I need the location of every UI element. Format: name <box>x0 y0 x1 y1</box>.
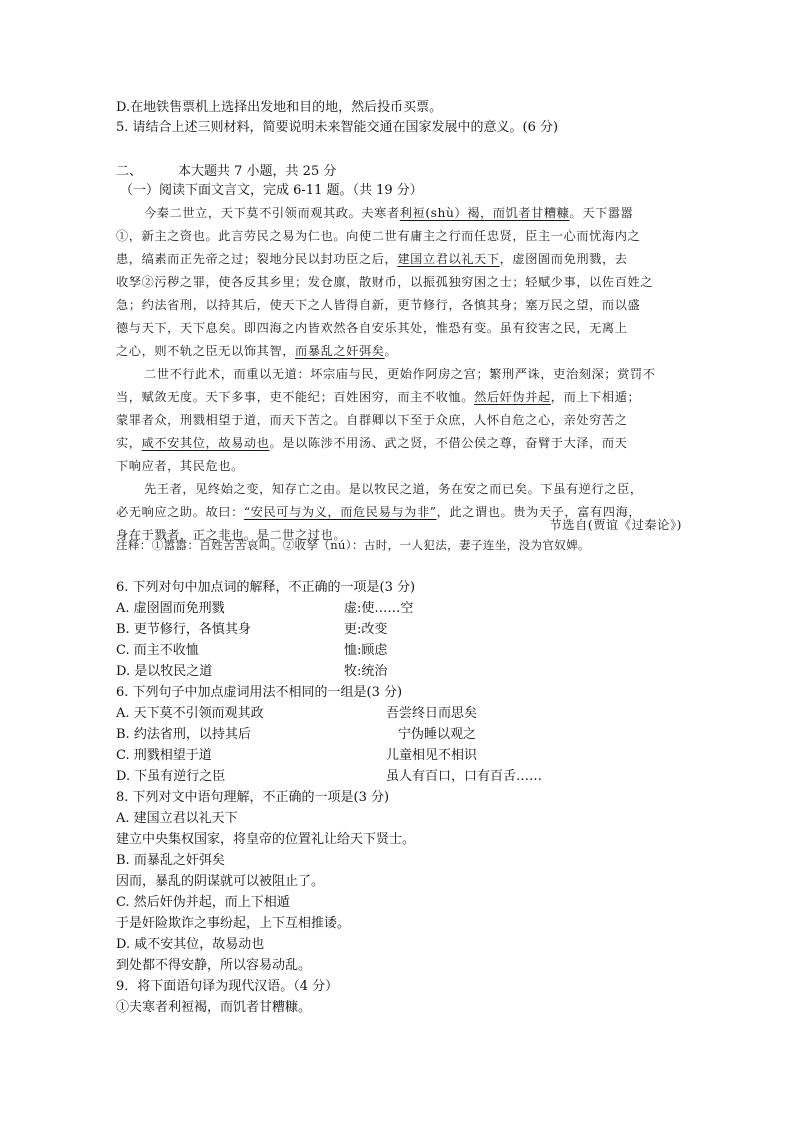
q7-option-c-compare: 儿童相见不相识 <box>386 748 478 763</box>
q6-option-c: C. 而主不收恤 <box>116 643 199 658</box>
passage-p1-line-5: 急；约法省刑，以持其后，使天下之人皆得自新，更节修行，各慎其身；塞万民之望，而以盛 <box>116 298 641 312</box>
passage-p1-line-7: 之心，则不轨之臣无以饰其智，而暴乱之奸弭矣。 <box>116 344 398 358</box>
section-number: 二、 <box>116 164 143 179</box>
passage-p3-line-2: 必无响应之助。故曰：“安民可与为义，而危民易与为非”，此之谓也。贵为天子，富有四海， <box>116 505 642 519</box>
section-heading-text: 本大题共 7 小题，共 25 分 <box>178 164 337 179</box>
q7-option-b-compare: 宁伪睡以观之 <box>398 727 477 742</box>
q6-option-b-gloss: 更:改变 <box>344 622 388 637</box>
underlined-phrase: “安民可与为义，而危民易与为非” <box>243 505 437 519</box>
q7-option-a-compare: 吾尝终日而思矣 <box>386 706 478 721</box>
passage-p2-line-4: 实，咸不安其位，故易动也。是以陈涉不用汤、武之贤，不借公侯之尊，奋臂于大泽，而天 <box>116 436 628 450</box>
passage-p2-line-1: 二世不行此术，而重以无道：坏宗庙与民，更始作阿房之宫；繁刑严诛，吏治刻深；赏罚不 <box>144 367 656 381</box>
question-8-stem: 8. 下列对文中语句理解，不正确的一项是(3 分) <box>116 790 390 805</box>
passage-p1-line-3: 患，缟素而正先帝之过；裂地分民以封功臣之后，建国立君以礼天下，虚囹圄而免刑戮，去 <box>116 252 628 266</box>
q6-option-d: D. 是以牧民之道 <box>116 664 213 679</box>
option-d-line: D.在地铁售票机上选择出发地和目的地，然后投币买票。 <box>116 100 443 115</box>
q7-option-c: C. 刑戮相望于道 <box>116 748 212 763</box>
question-6-stem: 6. 下列对句中加点词的解释，不正确的一项是(3 分) <box>116 580 416 595</box>
passage-p3-line-1: 先王者，见终始之变，知存亡之由。是以牧民之道，务在安之而已矣。下虽有逆行之臣， <box>144 482 643 496</box>
q8-option-d-explain: 到处都不得安静，所以容易动乱。 <box>116 958 312 973</box>
q8-option-d: D. 咸不安其位，故易动也 <box>116 937 265 952</box>
q6-option-c-gloss: 恤:顾虑 <box>344 643 388 658</box>
q8-option-b: B. 而暴乱之奸弭矣 <box>116 853 225 868</box>
q7-option-d: D. 下虽有逆行之臣 <box>116 769 226 784</box>
passage-p2-line-2: 当，赋敛无度。天下多事，吏不能纪；百姓困穷，而主不收恤。然后奸伪并起，而上下相遁； <box>116 390 641 404</box>
passage-notes: 注释：①嚣嚣：百姓苦苦哀叫。②收孥（nú）：古时，一人犯法，妻子连坐，没为官奴婢。 <box>116 538 590 552</box>
q8-option-a: A. 建国立君以礼天下 <box>116 811 238 826</box>
underlined-phrase: 利裋(shù）褐，而饥者甘糟糠 <box>399 206 570 220</box>
underlined-phrase: 然后奸伪并起 <box>474 390 551 404</box>
q7-option-a: A. 天下莫不引领而观其政 <box>116 706 264 721</box>
section-heading <box>116 162 336 182</box>
question-5: 5. 请结合上述三则材料，简要说明未来智能交通在国家发展中的意义。(6 分) <box>116 120 559 135</box>
underlined-phrase: 建国立君以礼天下 <box>397 252 500 266</box>
q8-option-a-explain: 建立中央集权国家，将皇帝的位置礼让给天下贤士。 <box>116 832 416 847</box>
question-9-stem: 9．将下面语句译为现代汉语。（4 分） <box>116 979 339 994</box>
q8-option-b-explain: 因而，暴乱的阴谋就可以被阻止了。 <box>116 874 325 889</box>
q7-option-d-compare: 虽人有百口，口有百舌…… <box>386 769 543 784</box>
q9-item-1: ①夫寒者利裋褐，而饥者甘糟糠。 <box>116 1000 312 1015</box>
passage-p1-line-6: 德与天下，天下息矣。即四海之内皆欢然各自安乐其处，惟恐有变。虽有狡害之民，无离上 <box>116 321 628 335</box>
section-subheading: （一）阅读下面文言文，完成 6-11 题。（共 19 分） <box>120 183 423 198</box>
q6-option-b: B. 更节修行，各慎其身 <box>116 622 251 637</box>
passage-p1-line-1: 今秦二世立，天下莫不引领而观其政。夫寒者利裋(shù）褐，而饥者甘糟糠。天下嚣嚣 <box>144 206 634 220</box>
q6-option-a-gloss: 虚:使……空 <box>344 601 414 616</box>
q6-option-d-gloss: 牧:统治 <box>344 664 388 679</box>
passage-p1-line-4: 收孥②污秽之罪，使各反其乡里；发仓廪，散财币，以振孤独穷困之士；轻赋少事，以佐百姓之 <box>116 275 654 289</box>
passage-p3-line-3: 身在于戮者，正之非也。是二世之过也。 <box>116 528 347 542</box>
q6-option-a: A. 虚囹圄而免刑戮 <box>116 601 225 616</box>
q8-option-c-explain: 于是奸险欺诈之事纷起，上下互相推诿。 <box>116 916 351 931</box>
passage-p2-line-5: 下响应者，其民危也。 <box>116 459 244 473</box>
passage-source: 节选自(贾谊《过秦论》) <box>549 518 682 532</box>
underlined-phrase: 而暴乱之奸弭矣 <box>295 344 385 358</box>
passage-p2-line-3: 蒙罪者众，刑戮相望于道，而天下苦之。自群卿以下至于众庶，人怀自危之心，亲处穷苦之 <box>116 413 628 427</box>
q7-option-b: B. 约法省刑，以持其后 <box>116 727 251 742</box>
underlined-phrase: 咸不安其位，故易动也 <box>141 436 270 450</box>
passage-p1-line-2: ①，新主之资也。此言劳民之易为仁也。向使二世有庸主之行而任忠贤，臣主一心而忧海内之 <box>116 229 641 243</box>
question-7-stem: 6. 下列句子中加点虚词用法不相同的一组是(3 分) <box>116 685 403 700</box>
q8-option-c: C. 然后奸伪并起，而上下相遁 <box>116 895 290 910</box>
